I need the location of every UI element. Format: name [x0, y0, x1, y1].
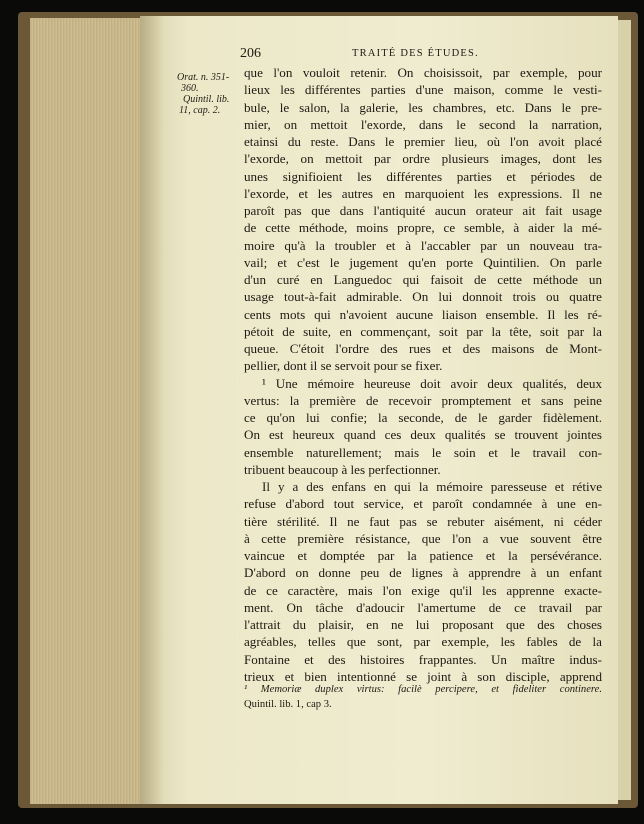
text-line: D'abord on donne peu de lignes à apprendre à un enfant — [244, 565, 602, 581]
running-head: TRAITÉ DES ÉTUDES. — [352, 48, 479, 59]
text-line: à cette première résistance, que l'on a vue souvent être — [244, 530, 602, 546]
text-line: trieux et bien intentionné se joint à son disciple, apprend — [244, 668, 602, 684]
marginal-note: Orat. n. 351- — [177, 72, 230, 83]
text-line: de ce caractère, mais l'on exige qu'il les apprenne exacte- — [244, 582, 602, 598]
text-line: l'exorde, et les autres en marquoient les expressions. Il ne — [244, 185, 602, 201]
text-line: On est heureux quand ces deux qualités se trouvent jointes — [244, 427, 602, 443]
text-line: l'attrait du plaisir, en ne lui proposant que des choses — [244, 617, 602, 632]
text-line: Il y a des enfans en qui la mémoire paresseuse et rétive — [262, 479, 602, 494]
text-line: agréables, telles que sont, par exemple, les fables de la — [244, 634, 602, 650]
text-line: l'exorde, on mettoit par ordre plusieurs images, dont les — [244, 151, 602, 167]
text-line: que l'on vouloit retenir. On choisissoit, par exemple, pour — [244, 65, 602, 80]
text-line: vaincue et domptée par la patience et la persévérance. — [244, 548, 602, 563]
footnote-line: Quintil. lib. 1, cap 3. — [244, 699, 332, 710]
page-number: 206 — [240, 46, 261, 61]
text-line: vail; et c'est le jugement qu'en porte Quintilien. On parle — [244, 254, 602, 270]
marginal-note: 360. — [181, 83, 199, 94]
text-line: paroît pas que dans l'antiquité aucun orateur ait fait usage — [244, 203, 602, 218]
marginal-note: 11, cap. 2. — [179, 105, 221, 116]
footnote-line: ¹ Memoriæ duplex virtus: facilè percipere, et fideliter continere. — [244, 684, 602, 695]
text-line: lieux les différentes parties d'une maison, comme le vesti- — [244, 82, 602, 98]
text-line: pellier, dont il se servoit pour se fixer. — [244, 358, 443, 374]
text-line: Fontaine et des histoires frappantes. Un maître indus- — [244, 651, 602, 667]
text-line: mier, on mettoit l'exorde, dans le second la narration, — [244, 116, 602, 132]
text-line: vertus: la première de recevoir promptement et sans peine — [244, 392, 602, 408]
text-line: bule, le salon, la galerie, les chambres, etc. Dans le pre- — [244, 99, 602, 115]
text-line: moire qu'à la troubler et à l'accabler par un nouveau tra- — [244, 237, 602, 253]
text-line: queue. C'étoit l'ordre des rues et des maisons de Mont- — [244, 341, 602, 356]
text-line: tière stérilité. Il ne faut pas se rebuter aisément, ni céder — [244, 513, 602, 529]
text-line: ¹ Une mémoire heureuse doit avoir deux qualités, deux — [262, 375, 602, 391]
text-line: ment. On tâche d'adoucir l'amertume de ce travail par — [244, 599, 602, 615]
text-line: tribuent beaucoup à les perfectionner. — [244, 461, 441, 477]
gutter-shadow — [140, 16, 164, 804]
text-line: ensemble naturellement; mais le soin et le travail con- — [244, 444, 602, 460]
text-line: pétoit de suite, en commençant, soit par la tête, soit par la — [244, 323, 602, 339]
text-line: refuse d'abord tout service, et paroît condamnée à une en- — [244, 496, 602, 512]
body-text — [244, 64, 602, 685]
page-header — [240, 46, 610, 62]
text-line: d'un curé en Languedoc qui faisoit de cette méthode un — [244, 272, 602, 287]
text-line: de cette méthode, moins propre, ce semble, à aider la mé- — [244, 220, 602, 236]
text-line: usage tout-à-fait admirable. On lui donnoit trois ou quatre — [244, 289, 602, 305]
marginal-note: Quintil. lib. — [183, 94, 230, 105]
page-edges — [30, 18, 142, 804]
footnote — [244, 682, 602, 712]
text-line: etainsi du reste. Dans le premier lieu, où l'on avoit placé — [244, 134, 602, 149]
text-line: cents mots qui n'avoient aucune liaison ensemble. Il les ré- — [244, 306, 602, 322]
text-line: unes signifioient les différentes parties et périodes de — [244, 168, 602, 184]
marginal-notes — [177, 72, 243, 116]
text-line: ce qu'on lui confie; la seconde, de le garder fidèlement. — [244, 410, 602, 425]
